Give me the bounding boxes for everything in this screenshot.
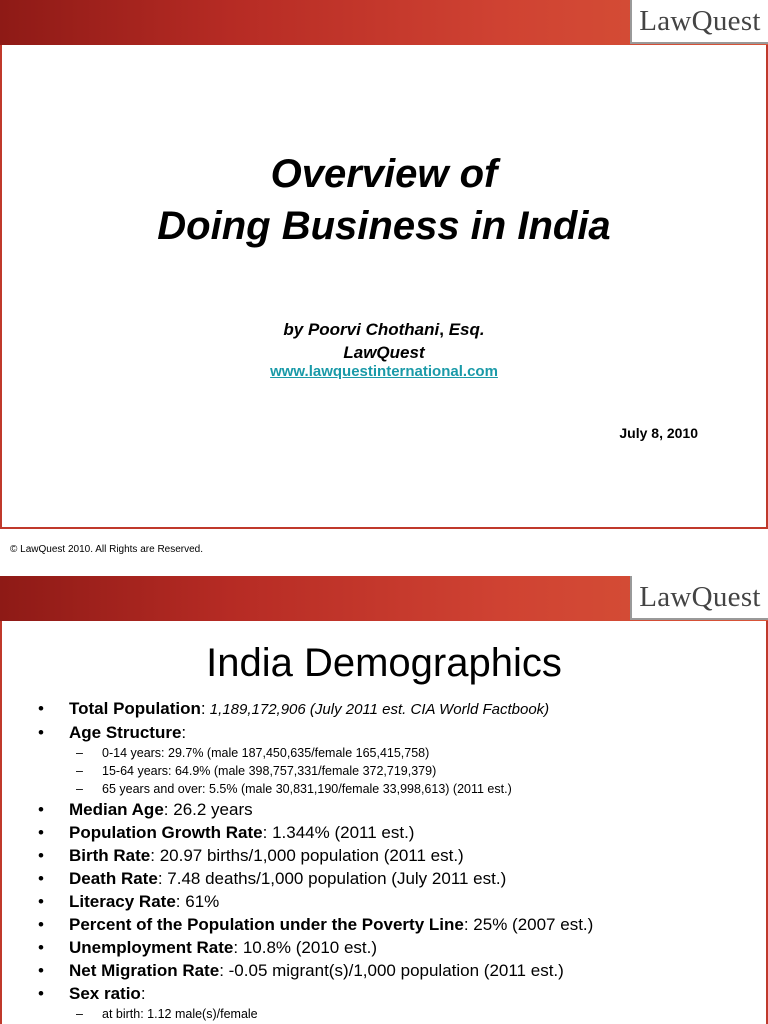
item-label: Birth Rate bbox=[69, 846, 151, 865]
item-label: Age Structure bbox=[69, 723, 182, 742]
bullet-icon: • bbox=[38, 984, 44, 1003]
item-value: 25% (2007 est.) bbox=[468, 915, 594, 934]
item-label: Percent of the Population under the Poverty Line bbox=[69, 915, 464, 934]
item-value: 7.48 deaths/1,000 population (July 2011 est.) bbox=[162, 869, 507, 888]
list-item: • Death Rate: 7.48 deaths/1,000 population (July 2011 est.) bbox=[38, 869, 507, 888]
bullet-icon: • bbox=[38, 699, 44, 718]
list-item: • Unemployment Rate: 10.8% (2010 est.) bbox=[38, 938, 378, 957]
dash-icon: – bbox=[76, 782, 83, 796]
item-label: Unemployment Rate bbox=[69, 938, 234, 957]
list-item: • Age Structure: bbox=[38, 723, 187, 742]
bullet-icon: • bbox=[38, 892, 44, 911]
website-link[interactable]: www.lawquestinternational.com bbox=[270, 363, 498, 380]
author-name: by Poorvi Chothani bbox=[283, 320, 440, 339]
bullet-icon: • bbox=[38, 961, 44, 980]
item-label: Sex ratio bbox=[69, 984, 141, 1003]
copyright-notice: © LawQuest 2010. All Rights are Reserved. bbox=[10, 544, 204, 555]
item-value: 10.8% (2010 est.) bbox=[238, 938, 378, 957]
list-item: • Sex ratio: bbox=[38, 984, 146, 1003]
list-item: • Birth Rate: 20.97 births/1,000 population (2011 est.) bbox=[38, 846, 464, 865]
demographics-list bbox=[0, 697, 768, 1023]
bullet-icon: • bbox=[38, 938, 44, 957]
author-line bbox=[0, 318, 768, 341]
item-label: Total Population bbox=[69, 699, 201, 718]
title-line-1: Overview of bbox=[270, 152, 498, 196]
organization-name: LawQuest bbox=[343, 343, 425, 362]
slide-title: India Demographics bbox=[206, 641, 562, 685]
sub-item-text: 15-64 years: 64.9% (male 398,757,331/female 372,719,379) bbox=[102, 764, 437, 778]
dash-icon: – bbox=[76, 764, 83, 778]
presentation-date: July 8, 2010 bbox=[619, 425, 698, 441]
dash-icon: – bbox=[76, 746, 83, 760]
title-line-2: Doing Business in India bbox=[157, 204, 611, 248]
sub-item bbox=[0, 780, 768, 798]
bullet-icon: • bbox=[38, 723, 44, 742]
list-item: • Net Migration Rate: -0.05 migrant(s)/1,000 population (2011 est.) bbox=[38, 961, 564, 980]
item-value: 20.97 births/1,000 population (2011 est.) bbox=[154, 846, 464, 865]
item-label: Net Migration Rate bbox=[69, 961, 220, 980]
item-value: 61% bbox=[180, 892, 220, 911]
lawquest-logo: LawQuest bbox=[630, 576, 768, 620]
item-label: Literacy Rate bbox=[69, 892, 176, 911]
author-separator: , bbox=[439, 320, 444, 339]
item-value: 26.2 years bbox=[168, 800, 253, 819]
list-item: • Population Growth Rate: 1.344% (2011 est.) bbox=[38, 823, 415, 842]
item-label: Death Rate bbox=[69, 869, 158, 888]
dash-icon: – bbox=[76, 1007, 83, 1021]
sub-item-text: 65 years and over: 5.5% (male 30,831,190/female 33,998,613) (2011 est.) bbox=[102, 782, 512, 796]
slide-title bbox=[0, 148, 768, 252]
list-item: • Percent of the Population under the Poverty Line: 25% (2007 est.) bbox=[38, 915, 594, 934]
sub-item bbox=[0, 744, 768, 762]
item-label: Median Age bbox=[69, 800, 164, 819]
item-label: Population Growth Rate bbox=[69, 823, 263, 842]
sub-item-text: 0-14 years: 29.7% (male 187,450,635/female 165,415,758) bbox=[102, 746, 430, 760]
sub-item bbox=[0, 1005, 768, 1023]
bullet-icon: • bbox=[38, 800, 44, 819]
list-item: • Literacy Rate: 61% bbox=[38, 892, 220, 911]
list-item: • Total Population: 1,189,172,906 (July 2011 est. CIA World Factbook) bbox=[38, 699, 550, 718]
slide-frame bbox=[0, 45, 768, 529]
item-value: 1.344% (2011 est.) bbox=[267, 823, 415, 842]
lawquest-logo: LawQuest bbox=[630, 0, 768, 44]
sub-item-text: at birth: 1.12 male(s)/female bbox=[102, 1007, 258, 1021]
sub-item bbox=[0, 762, 768, 780]
item-value: 1,189,172,906 (July 2011 est. CIA World Factbook) bbox=[205, 701, 550, 718]
bullet-icon: • bbox=[38, 846, 44, 865]
list-item: • Median Age: 26.2 years bbox=[38, 800, 253, 819]
bullet-icon: • bbox=[38, 869, 44, 888]
item-value: -0.05 migrant(s)/1,000 population (2011 est.) bbox=[223, 961, 564, 980]
author-title: Esq. bbox=[443, 320, 485, 339]
bullet-icon: • bbox=[38, 915, 44, 934]
bullet-icon: • bbox=[38, 823, 44, 842]
author-byline bbox=[0, 318, 768, 364]
